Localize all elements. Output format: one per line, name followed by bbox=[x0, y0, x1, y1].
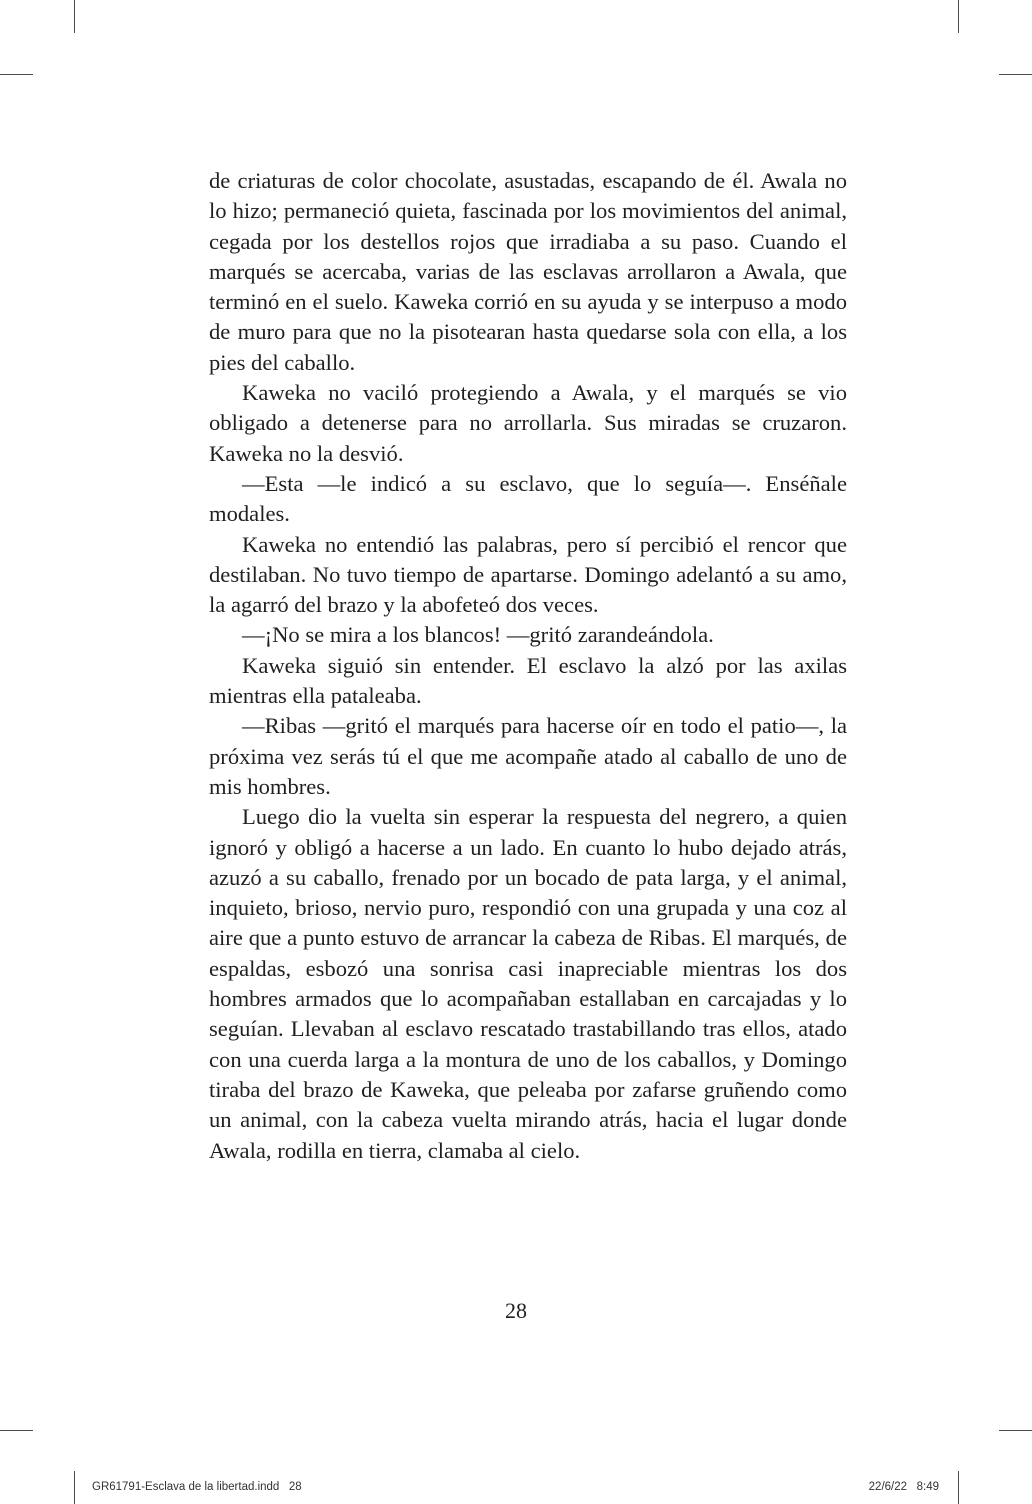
paragraph: —Ribas —gritó el marqués para hacerse oír en todo el patio—, la próxima vez serás tú el que me acompañe atado al caballo de uno de mis hombres. bbox=[209, 713, 847, 799]
crop-mark-bottom-right bbox=[958, 1471, 959, 1504]
paragraph: Kaweka no entendió las palabras, pero sí percibió el rencor que destilaban. No tuvo tiempo de apartarse. Domingo adelantó a su amo, la agarró del brazo y la abofeteó dos veces. bbox=[209, 531, 847, 618]
page-number: 28 bbox=[505, 1298, 527, 1323]
slug-datetime: 22/6/22 8:49 bbox=[868, 1481, 939, 1493]
crop-mark-top-left bbox=[74, 0, 75, 33]
paragraph: Kaweka siguió sin entender. El esclavo la alzó por las axilas mientras ella pataleaba. bbox=[209, 652, 847, 709]
crop-mark-top-left-h bbox=[0, 74, 33, 75]
paragraph: Kaweka no vaciló protegiendo a Awala, y el marqués se vio obligado a detenerse para no arrollarla. Sus miradas se cruzaron. Kaweka no la desvió. bbox=[209, 380, 847, 466]
crop-mark-top-right-h bbox=[999, 74, 1032, 75]
crop-mark-bottom-right-h bbox=[999, 1430, 1032, 1431]
paragraph: de criaturas de color chocolate, asustadas, escapando de él. Awala no lo hizo; permaneció quieta, fascinada por los movimientos del animal, cegada por los destellos rojos que irradiaba a su paso. Cuando el marqués se acercaba, varias de las esclavas arrollaron a Awala, que terminó en el suelo. Kaweka corrió en su ayuda y se interpuso a modo de muro para que no la pisotearan hasta quedarse sola con ella, a los pies del caballo. bbox=[209, 168, 847, 375]
paragraph: Luego dio la vuelta sin esperar la respuesta del negrero, a quien ignoró y obligó a hacerse a un lado. En cuanto lo hubo dejado atrás, azuzó a su caballo, frenado por un bocado de pata larga, y el animal, inquieto, brioso, nervio puro, respondió con una grupada y una coz al aire que a punto estuvo de arrancar la cabeza de Ribas. El marqués, de espaldas, esbozó una sonrisa casi inapreciable mientras los dos hombres armados que lo acompañaban estallaban en carcajadas y lo seguían. Llevaban al esclavo rescatado trastabillando tras ellos, atado con una cuerda larga a la montura de uno de los caballos, y Domingo tiraba del brazo de Kaweka, que peleaba por zafarse gruñendo como un animal, con la cabeza vuelta mirando atrás, hacia el lugar donde Awala, rodilla en tierra, clamaba al cielo. bbox=[209, 804, 847, 1163]
slug-filename: GR61791-Esclava de la libertad.indd 28 bbox=[92, 1481, 302, 1493]
paragraph: —Esta —le indicó a su esclavo, que lo seguía—. Enséñale modales. bbox=[209, 470, 847, 527]
body-text bbox=[209, 166, 847, 1166]
crop-mark-bottom-left-h bbox=[0, 1430, 33, 1431]
crop-mark-top-right bbox=[958, 0, 959, 33]
paragraph: —¡No se mira a los blancos! —gritó zarandeándola. bbox=[242, 622, 714, 648]
crop-mark-bottom-left bbox=[74, 1471, 75, 1504]
